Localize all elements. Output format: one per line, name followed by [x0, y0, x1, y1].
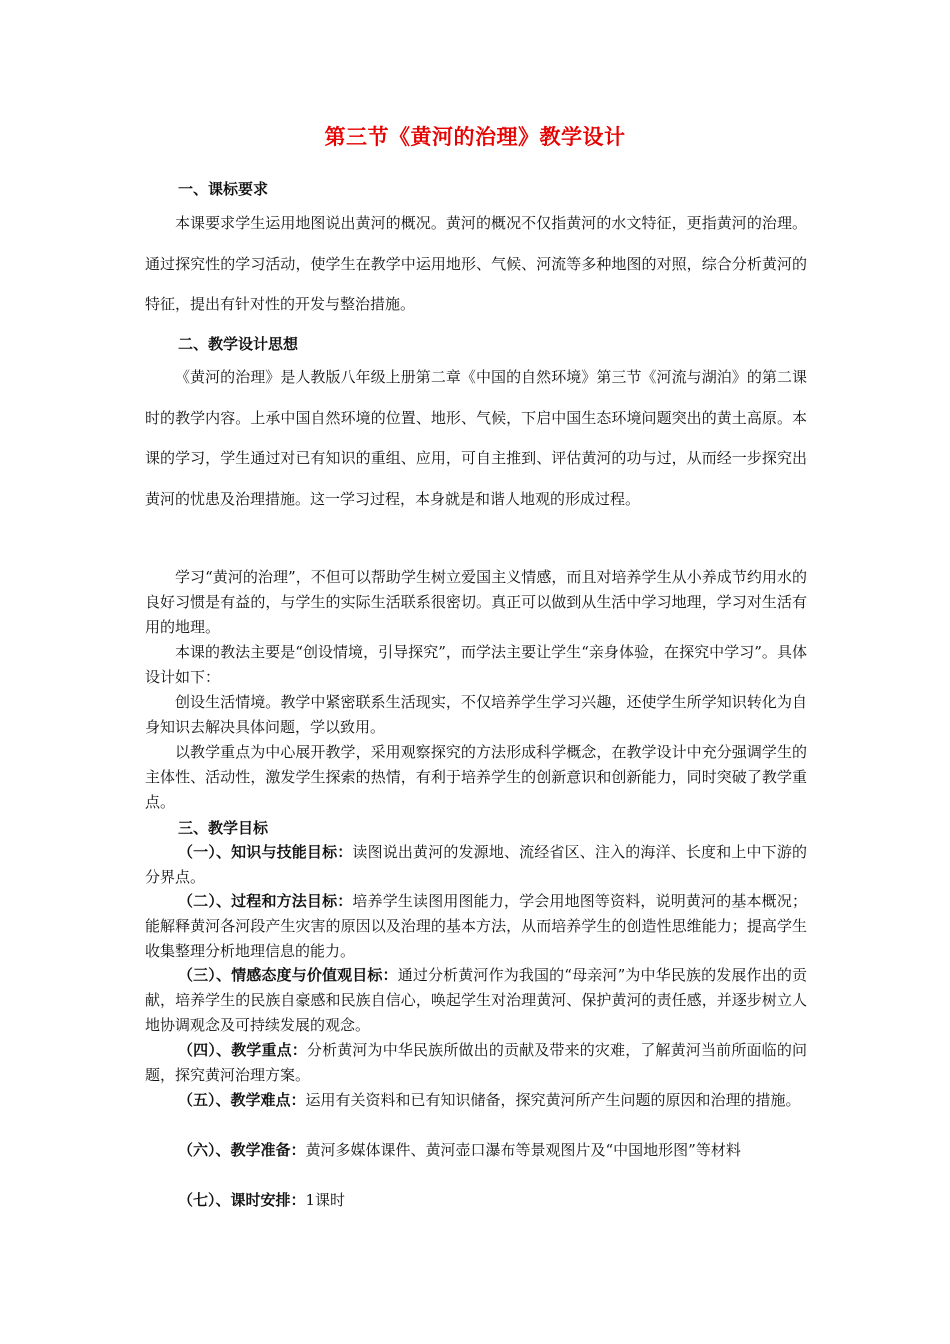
objective-text: 培养学生读图用图能力，学会用地图等资料，说明黄河的基本概况；能解释黄河各河段产生灾害的原因以及治理的基本方法，从而培养学生的创造性思维能力；提高学生收集整理分析地理信息的能力。 [145, 892, 807, 960]
objective-emotion [145, 963, 807, 1038]
objective-text: 黄河多媒体课件、黄河壶口瀑布等景观图片及“中国地形图”等材料 [305, 1141, 741, 1159]
paragraph-curriculum: 本课要求学生运用地图说出黄河的概况。黄河的概况不仅指黄河的水文特征，更指黄河的治理。通过探究性的学习活动，使学生在教学中运用地形、气候、河流等多种地图的对照，综合分析黄河的特征，提出有针对性的开发与整治措施。 [145, 214, 807, 313]
objective-text: 运用有关资料和已有知识储备，探究黄河所产生问题的原因和治理的措施。 [305, 1091, 801, 1109]
objective-difficulties [145, 1088, 807, 1113]
section-heading-curriculum: 一、课标要求 [178, 180, 269, 198]
paragraph-design-idea-1: 《黄河的治理》是人教版八年级上册第二章《中国的自然环境》第三节《河流与湖泊》的第二课时的教学内容。上承中国自然环境的位置、地形、气候，下启中国生态环境问题突出的黄土高原。本课的学习，学生通过对已有知识的重组、应用，可自主推到、评估黄河的功与过，从而经一步探究出黄河的忧患及治理措施。这一学习过程，本身就是和谐人地观的形成过程。 [145, 368, 807, 508]
section-heading-design-idea: 二、教学设计思想 [178, 335, 299, 353]
paragraph-design-idea-3: 本课的教法主要是“创设情境，引导探究”，而学法主要让学生“亲身体验，在探究中学习”。具体设计如下： [145, 643, 807, 686]
objective-knowledge [145, 840, 807, 890]
objective-label: （一）、知识与技能目标： [178, 843, 353, 861]
objective-label: （二）、过程和方法目标： [178, 892, 353, 910]
paragraph-design-idea-5: 以教学重点为中心展开教学，采用观察探究的方法形成科学概念，在教学设计中充分强调学生的主体性、活动性，激发学生探索的热情，有利于培养学生的创新意识和创新能力，同时突破了教学重点。 [145, 743, 807, 811]
objective-text: 通过分析黄河作为我国的“母亲河”为中华民族的发展作出的贡献，培养学生的民族自豪感和民族自信心，唤起学生对治理黄河、保护黄河的责任感，并逐步树立人地协调观念及可持续发展的观念。 [145, 966, 807, 1034]
document-title: 第三节《黄河的治理》教学设计 [324, 125, 626, 149]
objective-label: （四）、教学重点： [178, 1041, 307, 1059]
objective-text: 1课时 [305, 1191, 346, 1209]
objective-schedule [145, 1188, 807, 1213]
objective-key-points [145, 1038, 807, 1088]
objective-text: 分析黄河为中华民族所做出的贡献及带来的灾难，了解黄河当前所面临的问题，探究黄河治理方案。 [145, 1041, 807, 1084]
objective-label: （七）、课时安排： [178, 1191, 306, 1209]
objective-label: （三）、情感态度与价值观目标： [178, 966, 398, 984]
objective-label: （六）、教学准备： [178, 1141, 306, 1159]
objective-text: 读图说出黄河的发源地、流经省区、注入的海洋、长度和上中下游的分界点。 [145, 843, 807, 886]
section-heading-objectives: 三、教学目标 [178, 819, 269, 837]
paragraph-design-idea-2: 学习“黄河的治理”，不但可以帮助学生树立爱国主义情感，而且对培养学生从小养成节约用水的良好习惯是有益的，与学生的实际生活联系很密切。真正可以做到从生活中学习地理，学习对生活有用的地理。 [145, 568, 807, 636]
objective-preparation [145, 1138, 807, 1163]
objective-label: （五）、教学难点： [178, 1091, 306, 1109]
paragraph-design-idea-4: 创设生活情境。教学中紧密联系生活现实，不仅培养学生学习兴趣，还使学生所学知识转化为自身知识去解决具体问题，学以致用。 [145, 693, 807, 736]
objective-process [145, 889, 807, 964]
